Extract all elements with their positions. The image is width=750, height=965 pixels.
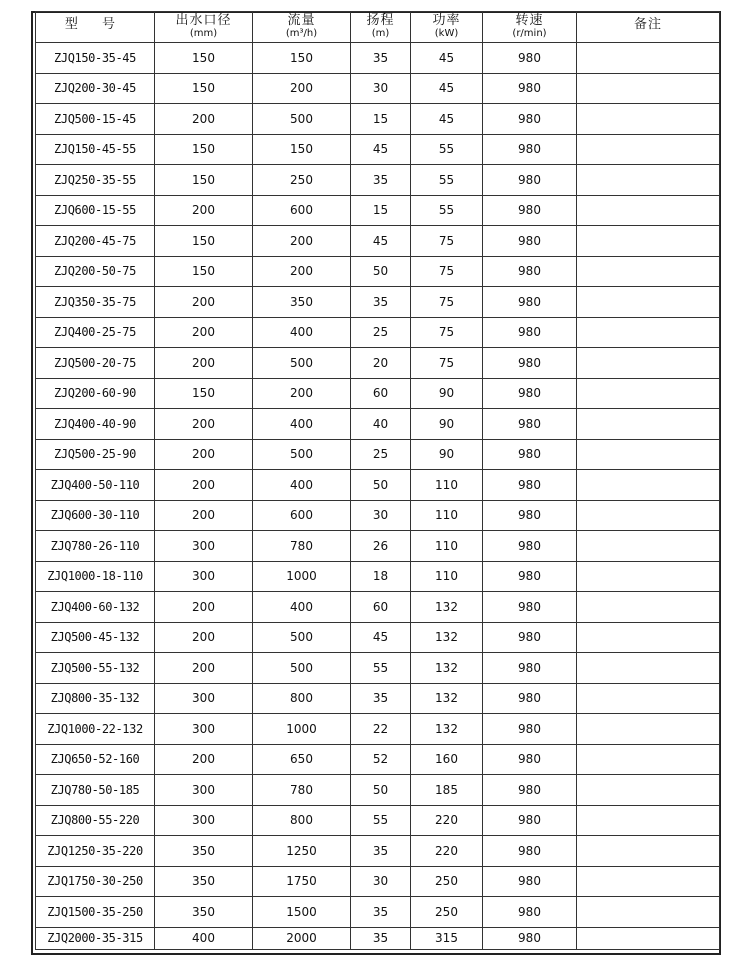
- cell-model: ZJQ200-60-90: [36, 378, 155, 409]
- cell-head: 52: [351, 744, 411, 775]
- cell-head: 45: [351, 134, 411, 165]
- cell-flow: 200: [253, 256, 351, 287]
- table-row: [36, 104, 720, 135]
- cell-flow: 780: [253, 775, 351, 806]
- table-row: [36, 134, 720, 165]
- header-speed-label: 转速: [515, 13, 544, 28]
- cell-remark: [577, 348, 720, 379]
- cell-head: 22: [351, 714, 411, 745]
- cell-model: ZJQ350-35-75: [36, 287, 155, 318]
- cell-model: ZJQ780-26-110: [36, 531, 155, 562]
- cell-flow: 400: [253, 317, 351, 348]
- cell-remark: [577, 470, 720, 501]
- table-row: [36, 561, 720, 592]
- header-outlet-label: 出水口径: [175, 13, 232, 28]
- cell-head: 50: [351, 470, 411, 501]
- cell-head: 50: [351, 775, 411, 806]
- cell-outlet: 200: [155, 500, 253, 531]
- cell-speed: 980: [483, 927, 577, 949]
- header-power-unit: (kW): [434, 28, 459, 39]
- cell-flow: 500: [253, 622, 351, 653]
- cell-outlet: 300: [155, 683, 253, 714]
- cell-remark: [577, 897, 720, 928]
- table-body: [36, 43, 720, 950]
- header-speed-unit: (r/min): [512, 28, 547, 39]
- header-remark: [577, 12, 720, 43]
- cell-head: 45: [351, 622, 411, 653]
- cell-power: 132: [411, 683, 483, 714]
- table-row: [36, 73, 720, 104]
- cell-flow: 500: [253, 653, 351, 684]
- table-row: [36, 348, 720, 379]
- cell-flow: 2000: [253, 927, 351, 949]
- table-row: [36, 287, 720, 318]
- cell-head: 60: [351, 592, 411, 623]
- cell-speed: 980: [483, 470, 577, 501]
- cell-remark: [577, 622, 720, 653]
- cell-power: 75: [411, 287, 483, 318]
- cell-power: 132: [411, 622, 483, 653]
- cell-speed: 980: [483, 439, 577, 470]
- cell-speed: 980: [483, 348, 577, 379]
- cell-model: ZJQ400-50-110: [36, 470, 155, 501]
- cell-flow: 250: [253, 165, 351, 196]
- cell-model: ZJQ1000-22-132: [36, 714, 155, 745]
- cell-power: 160: [411, 744, 483, 775]
- cell-flow: 200: [253, 73, 351, 104]
- cell-outlet: 350: [155, 866, 253, 897]
- table-row: [36, 500, 720, 531]
- cell-outlet: 200: [155, 653, 253, 684]
- cell-remark: [577, 43, 720, 74]
- cell-model: ZJQ600-30-110: [36, 500, 155, 531]
- cell-power: 55: [411, 165, 483, 196]
- cell-head: 15: [351, 104, 411, 135]
- cell-remark: [577, 592, 720, 623]
- table-row: [36, 226, 720, 257]
- cell-head: 26: [351, 531, 411, 562]
- cell-model: ZJQ2000-35-315: [36, 927, 155, 949]
- cell-flow: 800: [253, 805, 351, 836]
- cell-speed: 980: [483, 744, 577, 775]
- cell-speed: 980: [483, 378, 577, 409]
- cell-speed: 980: [483, 775, 577, 806]
- cell-model: ZJQ250-35-55: [36, 165, 155, 196]
- cell-model: ZJQ500-55-132: [36, 653, 155, 684]
- cell-flow: 800: [253, 683, 351, 714]
- table-row: [36, 836, 720, 867]
- cell-remark: [577, 561, 720, 592]
- cell-model: ZJQ150-35-45: [36, 43, 155, 74]
- cell-head: 18: [351, 561, 411, 592]
- header-remark-label: 备注: [633, 17, 662, 32]
- table-row: [36, 866, 720, 897]
- cell-model: ZJQ200-45-75: [36, 226, 155, 257]
- cell-remark: [577, 683, 720, 714]
- cell-flow: 150: [253, 43, 351, 74]
- header-flow: [253, 12, 351, 43]
- cell-outlet: 200: [155, 195, 253, 226]
- cell-remark: [577, 195, 720, 226]
- cell-head: 45: [351, 226, 411, 257]
- cell-remark: [577, 165, 720, 196]
- cell-speed: 980: [483, 897, 577, 928]
- table-row: [36, 683, 720, 714]
- cell-flow: 500: [253, 439, 351, 470]
- cell-remark: [577, 714, 720, 745]
- cell-power: 45: [411, 73, 483, 104]
- cell-power: 110: [411, 561, 483, 592]
- cell-head: 15: [351, 195, 411, 226]
- cell-outlet: 200: [155, 592, 253, 623]
- cell-model: ZJQ780-50-185: [36, 775, 155, 806]
- cell-speed: 980: [483, 500, 577, 531]
- table-row: [36, 256, 720, 287]
- table-row: [36, 714, 720, 745]
- cell-power: 45: [411, 43, 483, 74]
- cell-remark: [577, 73, 720, 104]
- cell-power: 75: [411, 348, 483, 379]
- cell-speed: 980: [483, 866, 577, 897]
- cell-power: 132: [411, 653, 483, 684]
- cell-model: ZJQ400-40-90: [36, 409, 155, 440]
- cell-flow: 400: [253, 470, 351, 501]
- cell-outlet: 300: [155, 714, 253, 745]
- table-row: [36, 470, 720, 501]
- cell-outlet: 200: [155, 104, 253, 135]
- cell-remark: [577, 500, 720, 531]
- cell-model: ZJQ1500-35-250: [36, 897, 155, 928]
- cell-speed: 980: [483, 287, 577, 318]
- cell-speed: 980: [483, 561, 577, 592]
- table-row: [36, 165, 720, 196]
- cell-power: 55: [411, 134, 483, 165]
- cell-head: 20: [351, 348, 411, 379]
- cell-head: 35: [351, 683, 411, 714]
- cell-power: 315: [411, 927, 483, 949]
- cell-speed: 980: [483, 805, 577, 836]
- table-row: [36, 43, 720, 74]
- table-row: [36, 439, 720, 470]
- cell-speed: 980: [483, 43, 577, 74]
- cell-remark: [577, 836, 720, 867]
- cell-power: 110: [411, 531, 483, 562]
- cell-remark: [577, 744, 720, 775]
- cell-head: 25: [351, 317, 411, 348]
- table-row: [36, 653, 720, 684]
- cell-outlet: 200: [155, 409, 253, 440]
- cell-flow: 650: [253, 744, 351, 775]
- cell-power: 45: [411, 104, 483, 135]
- cell-outlet: 150: [155, 43, 253, 74]
- cell-speed: 980: [483, 73, 577, 104]
- cell-remark: [577, 134, 720, 165]
- cell-remark: [577, 409, 720, 440]
- table-row: [36, 409, 720, 440]
- cell-power: 75: [411, 226, 483, 257]
- cell-head: 35: [351, 287, 411, 318]
- cell-remark: [577, 226, 720, 257]
- cell-outlet: 150: [155, 378, 253, 409]
- header-power: [411, 12, 483, 43]
- cell-outlet: 350: [155, 897, 253, 928]
- cell-speed: 980: [483, 134, 577, 165]
- cell-outlet: 200: [155, 439, 253, 470]
- table-row: [36, 805, 720, 836]
- header-outlet: [155, 12, 253, 43]
- cell-model: ZJQ200-50-75: [36, 256, 155, 287]
- cell-power: 90: [411, 409, 483, 440]
- header-model-label: 型 号: [64, 17, 126, 32]
- cell-flow: 600: [253, 195, 351, 226]
- table-row: [36, 927, 720, 949]
- table-row: [36, 592, 720, 623]
- cell-model: ZJQ600-15-55: [36, 195, 155, 226]
- cell-speed: 980: [483, 256, 577, 287]
- cell-power: 250: [411, 897, 483, 928]
- cell-outlet: 300: [155, 531, 253, 562]
- cell-speed: 980: [483, 226, 577, 257]
- header-flow-unit: (m³/h): [285, 28, 318, 39]
- cell-speed: 980: [483, 409, 577, 440]
- cell-head: 55: [351, 805, 411, 836]
- cell-outlet: 150: [155, 226, 253, 257]
- cell-head: 30: [351, 866, 411, 897]
- cell-speed: 980: [483, 165, 577, 196]
- cell-outlet: 200: [155, 622, 253, 653]
- cell-flow: 400: [253, 592, 351, 623]
- cell-flow: 500: [253, 104, 351, 135]
- cell-model: ZJQ200-30-45: [36, 73, 155, 104]
- cell-model: ZJQ650-52-160: [36, 744, 155, 775]
- cell-remark: [577, 927, 720, 949]
- cell-outlet: 200: [155, 317, 253, 348]
- cell-model: ZJQ500-25-90: [36, 439, 155, 470]
- cell-model: ZJQ1250-35-220: [36, 836, 155, 867]
- cell-power: 90: [411, 439, 483, 470]
- cell-outlet: 400: [155, 927, 253, 949]
- cell-remark: [577, 287, 720, 318]
- cell-power: 132: [411, 714, 483, 745]
- cell-outlet: 200: [155, 470, 253, 501]
- cell-flow: 1750: [253, 866, 351, 897]
- cell-model: ZJQ1750-30-250: [36, 866, 155, 897]
- cell-flow: 1500: [253, 897, 351, 928]
- header-power-label: 功率: [432, 13, 461, 28]
- cell-power: 185: [411, 775, 483, 806]
- cell-model: ZJQ400-25-75: [36, 317, 155, 348]
- cell-power: 220: [411, 836, 483, 867]
- header-outlet-unit: (mm): [189, 28, 218, 39]
- cell-head: 60: [351, 378, 411, 409]
- cell-power: 75: [411, 317, 483, 348]
- cell-power: 55: [411, 195, 483, 226]
- cell-speed: 980: [483, 104, 577, 135]
- header-head-label: 扬程: [366, 13, 395, 28]
- cell-flow: 1250: [253, 836, 351, 867]
- cell-outlet: 150: [155, 256, 253, 287]
- cell-speed: 980: [483, 592, 577, 623]
- table-row: [36, 195, 720, 226]
- cell-remark: [577, 439, 720, 470]
- cell-power: 220: [411, 805, 483, 836]
- pump-spec-table: [35, 11, 720, 950]
- cell-speed: 980: [483, 622, 577, 653]
- cell-power: 75: [411, 256, 483, 287]
- cell-remark: [577, 104, 720, 135]
- cell-remark: [577, 775, 720, 806]
- table-row: [36, 317, 720, 348]
- cell-flow: 200: [253, 226, 351, 257]
- cell-power: 90: [411, 378, 483, 409]
- cell-remark: [577, 805, 720, 836]
- cell-speed: 980: [483, 683, 577, 714]
- cell-remark: [577, 653, 720, 684]
- cell-flow: 600: [253, 500, 351, 531]
- cell-outlet: 300: [155, 775, 253, 806]
- cell-head: 50: [351, 256, 411, 287]
- cell-speed: 980: [483, 653, 577, 684]
- cell-head: 35: [351, 927, 411, 949]
- cell-speed: 980: [483, 836, 577, 867]
- cell-flow: 500: [253, 348, 351, 379]
- cell-speed: 980: [483, 531, 577, 562]
- cell-flow: 1000: [253, 714, 351, 745]
- table-row: [36, 744, 720, 775]
- cell-power: 110: [411, 500, 483, 531]
- cell-head: 30: [351, 500, 411, 531]
- header-flow-label: 流量: [287, 13, 316, 28]
- cell-flow: 400: [253, 409, 351, 440]
- cell-power: 250: [411, 866, 483, 897]
- header-speed: [483, 12, 577, 43]
- cell-flow: 1000: [253, 561, 351, 592]
- cell-model: ZJQ500-20-75: [36, 348, 155, 379]
- cell-head: 30: [351, 73, 411, 104]
- cell-model: ZJQ800-55-220: [36, 805, 155, 836]
- cell-outlet: 300: [155, 805, 253, 836]
- cell-outlet: 200: [155, 348, 253, 379]
- table-row: [36, 622, 720, 653]
- cell-head: 35: [351, 43, 411, 74]
- cell-flow: 200: [253, 378, 351, 409]
- cell-speed: 980: [483, 317, 577, 348]
- cell-head: 35: [351, 897, 411, 928]
- cell-model: ZJQ150-45-55: [36, 134, 155, 165]
- cell-head: 35: [351, 836, 411, 867]
- cell-model: ZJQ400-60-132: [36, 592, 155, 623]
- cell-remark: [577, 256, 720, 287]
- cell-head: 55: [351, 653, 411, 684]
- header-row: [36, 12, 720, 43]
- cell-outlet: 200: [155, 744, 253, 775]
- cell-model: ZJQ500-15-45: [36, 104, 155, 135]
- cell-remark: [577, 378, 720, 409]
- cell-head: 40: [351, 409, 411, 440]
- cell-outlet: 200: [155, 287, 253, 318]
- cell-model: ZJQ500-45-132: [36, 622, 155, 653]
- cell-outlet: 300: [155, 561, 253, 592]
- table-row: [36, 531, 720, 562]
- table-row: [36, 775, 720, 806]
- cell-flow: 350: [253, 287, 351, 318]
- cell-power: 110: [411, 470, 483, 501]
- header-head-unit: (m): [371, 28, 390, 39]
- cell-outlet: 150: [155, 134, 253, 165]
- cell-speed: 980: [483, 714, 577, 745]
- cell-remark: [577, 531, 720, 562]
- cell-remark: [577, 866, 720, 897]
- cell-outlet: 150: [155, 165, 253, 196]
- cell-head: 35: [351, 165, 411, 196]
- header-head: [351, 12, 411, 43]
- cell-flow: 150: [253, 134, 351, 165]
- table-row: [36, 378, 720, 409]
- cell-outlet: 150: [155, 73, 253, 104]
- header-model: [36, 12, 155, 43]
- cell-power: 132: [411, 592, 483, 623]
- cell-model: ZJQ800-35-132: [36, 683, 155, 714]
- cell-remark: [577, 317, 720, 348]
- table-row: [36, 897, 720, 928]
- cell-model: ZJQ1000-18-110: [36, 561, 155, 592]
- cell-outlet: 350: [155, 836, 253, 867]
- cell-head: 25: [351, 439, 411, 470]
- cell-speed: 980: [483, 195, 577, 226]
- cell-flow: 780: [253, 531, 351, 562]
